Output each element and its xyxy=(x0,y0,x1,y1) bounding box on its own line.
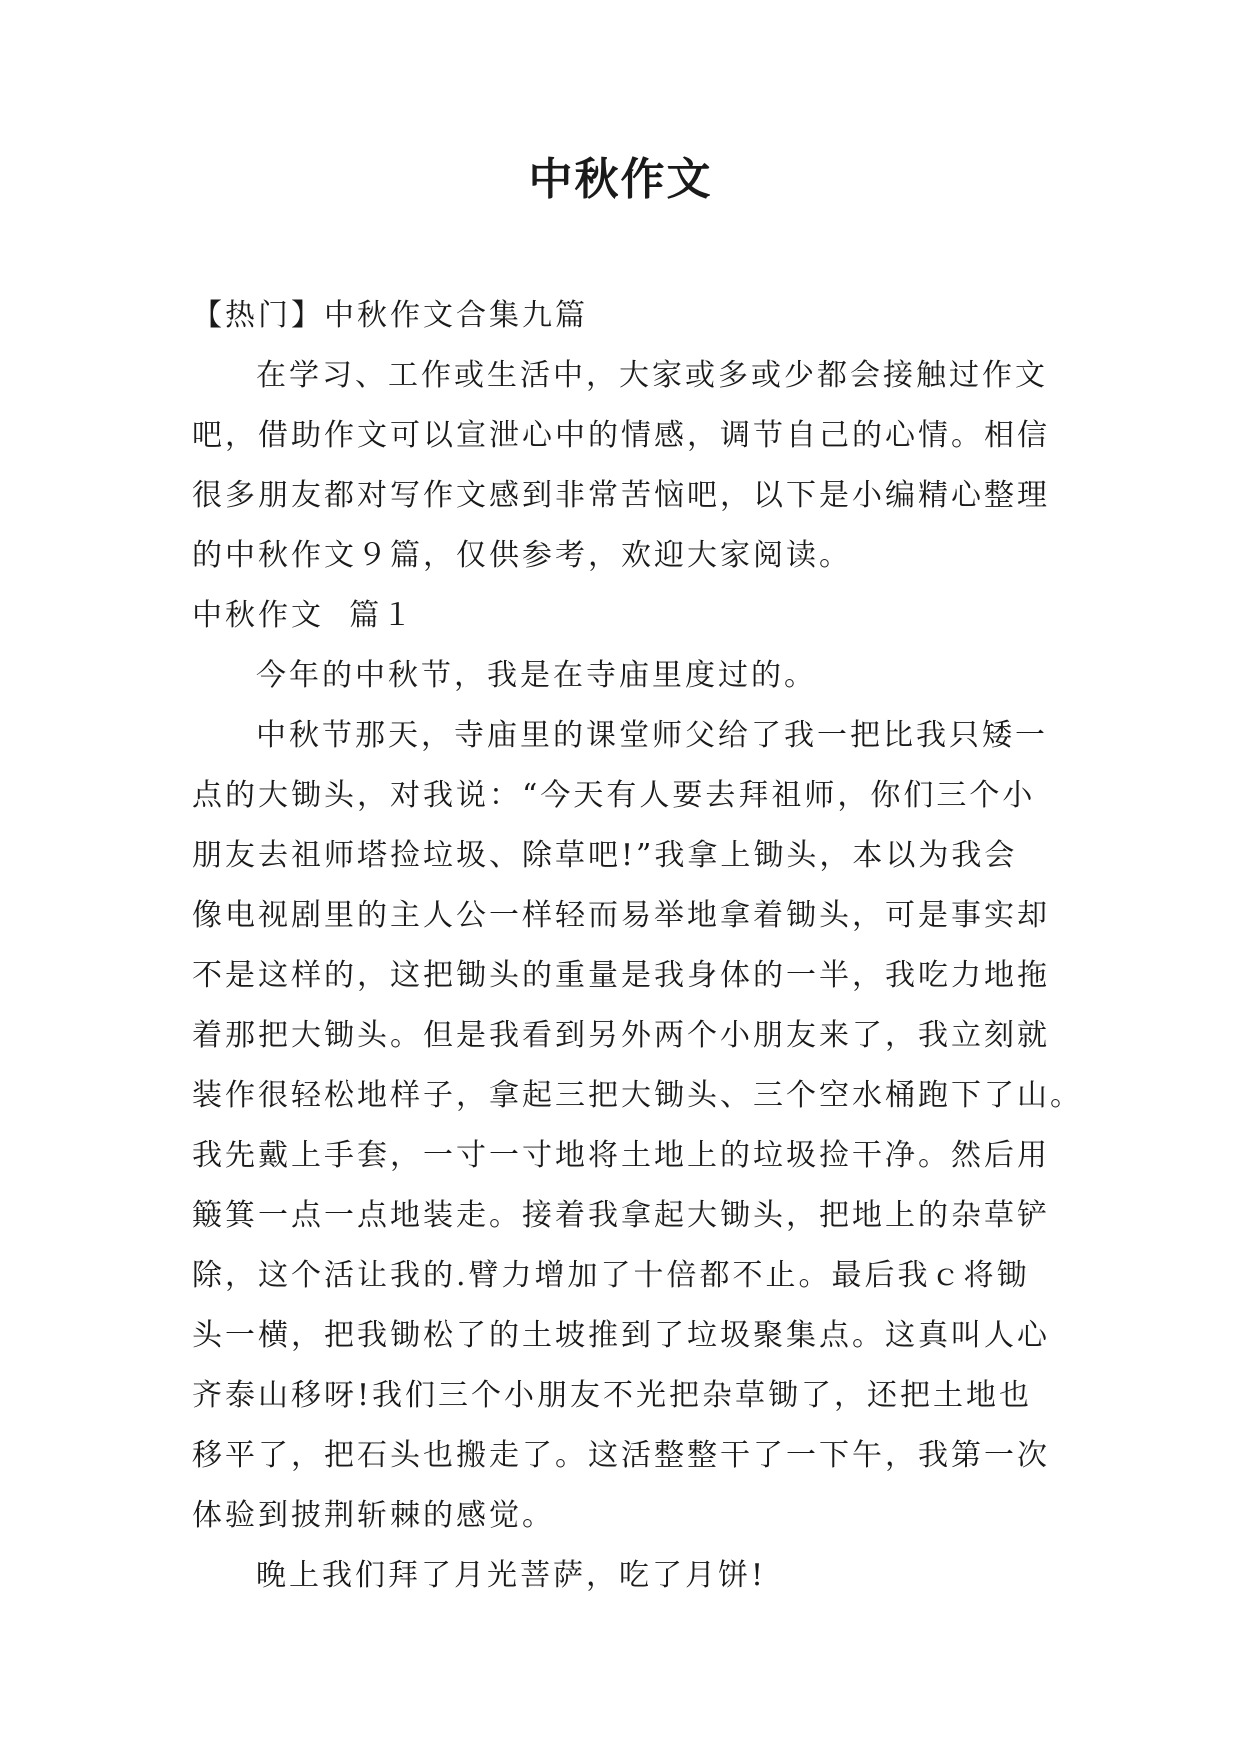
paragraph-line: 簸箕一点一点地装走。接着我拿起大锄头，把地上的杂草铲 xyxy=(192,1198,1050,1233)
paragraph-line: 齐泰山移呀!我们三个小朋友不光把杂草锄了，还把土地也 xyxy=(192,1378,1033,1413)
intro-paragraph xyxy=(192,346,1054,586)
paragraph-line: 头一横，把我锄松了的土坡推到了垃圾聚集点。这真叫人心 xyxy=(192,1318,1050,1353)
paragraph-line: 我先戴上手套，一寸一寸地将土地上的垃圾捡干净。然后用 xyxy=(192,1138,1050,1173)
paragraph-line: 的中秋作文９篇，仅供参考，欢迎大家阅读。 xyxy=(192,538,852,573)
document-subtitle: 【热门】中秋作文合集九篇 xyxy=(192,298,588,333)
paragraph-line: 体验到披荆斩棘的感觉。 xyxy=(192,1498,555,1533)
paragraph-line: 点的大锄头，对我说：“今天有人要去拜祖师，你们三个小 xyxy=(192,778,1036,813)
paragraph-line: 很多朋友都对写作文感到非常苦恼吧，以下是小编精心整理 xyxy=(192,478,1050,513)
paragraph-line: 着那把大锄头。但是我看到另外两个小朋友来了，我立刻就 xyxy=(192,1018,1050,1053)
paragraph-1: 今年的中秋节，我是在寺庙里度过的。 xyxy=(256,658,817,693)
paragraph-line: 朋友去祖师塔捡垃圾、除草吧!”我拿上锄头，本以为我会 xyxy=(192,838,1018,873)
paragraph-line: 在学习、工作或生活中，大家或多或少都会接触过作文 xyxy=(256,358,1048,393)
paragraph-2 xyxy=(192,706,1083,1546)
paragraph-line: 不是这样的，这把锄头的重量是我身体的一半，我吃力地拖 xyxy=(192,958,1050,993)
paragraph-3: 晚上我们拜了月光菩萨，吃了月饼! xyxy=(256,1558,767,1593)
paragraph-line: 像电视剧里的主人公一样轻而易举地拿着锄头，可是事实却 xyxy=(192,898,1050,933)
paragraph-line: 移平了，把石头也搬走了。这活整整干了一下午，我第一次 xyxy=(192,1438,1050,1473)
paragraph-line: 中秋节那天，寺庙里的课堂师父给了我一把比我只矮一 xyxy=(256,718,1048,753)
document-body xyxy=(192,286,1083,1606)
section-heading: 中秋作文 篇１ xyxy=(192,598,416,633)
document-title: 中秋作文 xyxy=(528,154,713,205)
paragraph-line: 吧，借助作文可以宣泄心中的情感，调节自己的心情。相信 xyxy=(192,418,1050,453)
paragraph-line: 除，这个活让我的.臂力增加了十倍都不止。最后我ｃ将锄 xyxy=(192,1258,1030,1293)
paragraph-line: 装作很轻松地样子，拿起三把大锄头、三个空水桶跑下了山。 xyxy=(192,1078,1083,1113)
